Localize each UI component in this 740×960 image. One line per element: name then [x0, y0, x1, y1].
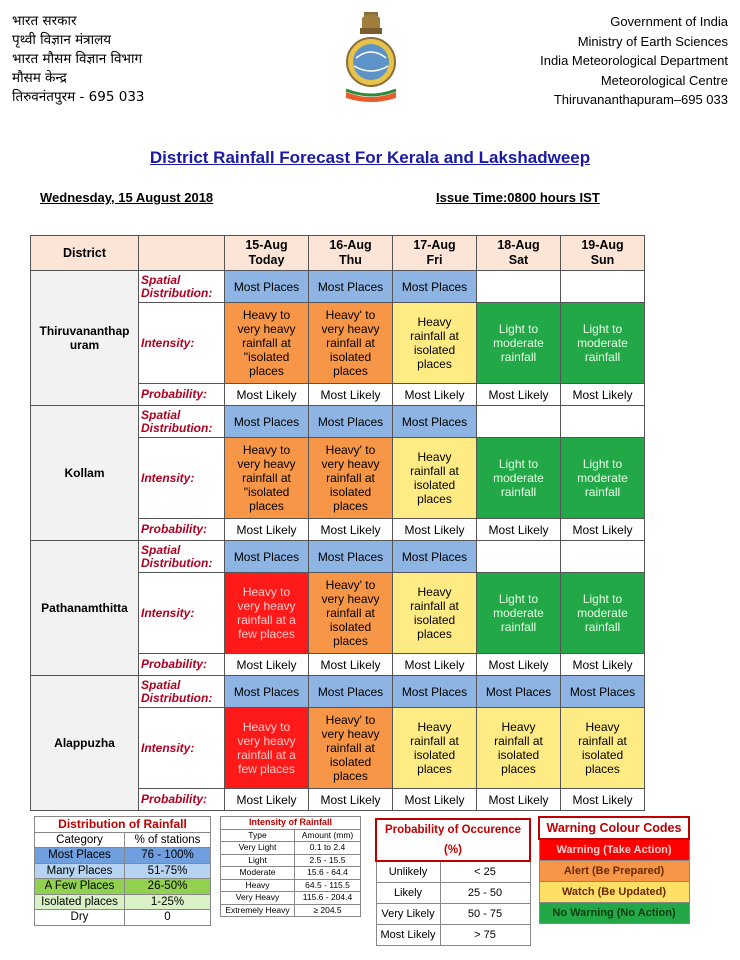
distribution-row — [35, 848, 211, 864]
distribution-col-header: Category — [35, 832, 125, 848]
warning-row — [539, 903, 689, 924]
spatial-cell: Most Places — [309, 541, 393, 573]
intensity-cell: Light to moderate rainfall — [477, 438, 561, 519]
distribution-col-header: % of stations — [125, 832, 211, 848]
distribution-category: Isolated places — [35, 894, 125, 910]
distribution-category: A Few Places — [35, 879, 125, 895]
intensity-legend — [220, 816, 361, 917]
spatial-cell — [561, 271, 645, 303]
district-header: District — [31, 236, 139, 271]
probability-cell: Most Likely — [309, 519, 393, 541]
intensity-cell: Heavy rainfall at isolated places — [561, 708, 645, 789]
intensity-col-header: Type — [221, 829, 295, 842]
issue-time: Issue Time:0800 hours IST — [436, 190, 600, 205]
probability-legend-row — [376, 883, 530, 904]
intensity-legend-title: Intensity of Rainfall — [221, 817, 361, 830]
warning-label: Alert (Be Prepared) — [539, 861, 689, 882]
probability-cell: Most Likely — [225, 654, 309, 676]
probability-cell: Most Likely — [225, 384, 309, 406]
header-hindi — [12, 12, 145, 107]
probability-cell: Most Likely — [393, 384, 477, 406]
forecast-table — [30, 235, 645, 811]
probability-cell: Most Likely — [477, 654, 561, 676]
intensity-cell: Heavy to very heavy rainfall at a few places — [225, 573, 309, 654]
warning-label: Warning (Take Action) — [539, 839, 689, 861]
day-name: Sat — [508, 253, 529, 267]
intensity-legend-row — [221, 904, 361, 917]
probability-cell: Most Likely — [309, 654, 393, 676]
warning-row — [539, 861, 689, 882]
intensity-amount: ≥ 204.5 — [295, 904, 361, 917]
day-name: Today — [248, 253, 285, 267]
spatial-cell: Most Places — [225, 271, 309, 303]
probability-cell: Most Likely — [477, 384, 561, 406]
probability-range: 50 - 75 — [440, 904, 530, 925]
intensity-amount: 0.1 to 2.4 — [295, 842, 361, 855]
probability-cell: Most Likely — [225, 789, 309, 811]
district-name: Thiruvananthap uram — [31, 271, 139, 406]
header-hindi-line: पृथ्वी विज्ञान मंत्रालय — [12, 32, 112, 48]
header-english — [540, 12, 728, 110]
probability-range: < 25 — [440, 861, 530, 883]
spatial-cell: Most Places — [225, 676, 309, 708]
probability-label: Probability: — [139, 789, 225, 811]
district-name: Alappuzha — [31, 676, 139, 811]
probability-label: Probability: — [139, 384, 225, 406]
probability-label: Probability: — [139, 519, 225, 541]
probability-cell: Most Likely — [309, 384, 393, 406]
warning-row — [539, 882, 689, 903]
warning-legend-title: Warning Colour Codes — [539, 817, 689, 839]
probability-legend-row — [376, 861, 530, 883]
intensity-legend-row — [221, 879, 361, 892]
district-name: Pathanamthitta — [31, 541, 139, 676]
forecast-date: Wednesday, 15 August 2018 — [40, 190, 214, 205]
day-date: 16-Aug — [329, 238, 372, 252]
warning-label: No Warning (No Action) — [539, 903, 689, 924]
intensity-type: Extremely Heavy — [221, 904, 295, 917]
probability-cell: Most Likely — [225, 519, 309, 541]
spatial-cell: Most Places — [225, 541, 309, 573]
probability-legend-title: Probability of Occurence (%) — [376, 819, 530, 861]
day-name: Sun — [590, 253, 615, 267]
spatial-row — [31, 541, 645, 573]
intensity-label: Intensity: — [139, 438, 225, 519]
intensity-cell: Heavy' to very heavy rainfall at isolated places — [309, 438, 393, 519]
probability-cell: Most Likely — [561, 654, 645, 676]
intensity-type: Very Heavy — [221, 892, 295, 905]
header-hindi-line: भारत सरकार — [12, 13, 77, 29]
distribution-pct: 1-25% — [125, 894, 211, 910]
probability-cell: Most Likely — [309, 789, 393, 811]
day-header — [225, 236, 309, 271]
header-hindi-line: मौसम केन्द्र — [12, 70, 67, 86]
distribution-row — [35, 910, 211, 926]
distribution-row — [35, 894, 211, 910]
spatial-cell: Most Places — [393, 676, 477, 708]
warning-label: Watch (Be Updated) — [539, 882, 689, 903]
spatial-label: Spatial Distribution: — [139, 406, 225, 438]
spatial-row — [31, 406, 645, 438]
intensity-cell: Heavy' to very heavy rainfall at isolated places — [309, 303, 393, 384]
probability-legend — [375, 818, 531, 946]
probability-term: Unlikely — [376, 861, 440, 883]
header-hindi-line: भारत मौसम विज्ञान विभाग — [12, 51, 143, 67]
spatial-cell: Most Places — [393, 541, 477, 573]
header-english-line: Thiruvananthapuram–695 033 — [553, 92, 728, 107]
header-english-line: Ministry of Earth Sciences — [577, 33, 728, 49]
intensity-cell: Heavy to very heavy rainfall at a few places — [225, 708, 309, 789]
probability-cell: Most Likely — [561, 519, 645, 541]
intensity-legend-row — [221, 892, 361, 905]
day-header — [393, 236, 477, 271]
intensity-amount: 15.6 - 64.4 — [295, 867, 361, 880]
intensity-cell: Heavy to very heavy rainfall at "isolated places — [225, 303, 309, 384]
intensity-cell: Heavy rainfall at isolated places — [477, 708, 561, 789]
intensity-cell: Light to moderate rainfall — [477, 573, 561, 654]
spatial-row — [31, 676, 645, 708]
intensity-cell: Heavy' to very heavy rainfall at isolated places — [309, 573, 393, 654]
probability-range: > 75 — [440, 925, 530, 946]
intensity-amount: 2.5 - 15.5 — [295, 854, 361, 867]
intensity-type: Heavy — [221, 879, 295, 892]
imd-emblem-icon — [340, 10, 402, 104]
probability-legend-row — [376, 925, 530, 946]
distribution-category: Many Places — [35, 863, 125, 879]
distribution-category: Most Places — [35, 848, 125, 864]
header-english-line: Meteorological Centre — [600, 72, 728, 88]
intensity-cell: Light to moderate rainfall — [561, 438, 645, 519]
intensity-amount: 115.6 - 204.4 — [295, 892, 361, 905]
probability-cell: Most Likely — [561, 789, 645, 811]
intensity-cell: Light to moderate rainfall — [561, 573, 645, 654]
intensity-type: Moderate — [221, 867, 295, 880]
spatial-cell: Most Places — [393, 406, 477, 438]
intensity-type: Light — [221, 854, 295, 867]
spatial-cell — [477, 406, 561, 438]
distribution-row — [35, 863, 211, 879]
spatial-cell: Most Places — [561, 676, 645, 708]
spatial-label: Spatial Distribution: — [139, 541, 225, 573]
distribution-pct: 26-50% — [125, 879, 211, 895]
intensity-label: Intensity: — [139, 573, 225, 654]
probability-term: Most Likely — [376, 925, 440, 946]
intensity-cell: Heavy rainfall at isolated places — [393, 303, 477, 384]
probability-cell: Most Likely — [393, 654, 477, 676]
day-name: Thu — [339, 253, 362, 267]
spatial-cell: Most Places — [309, 676, 393, 708]
day-date: 19-Aug — [581, 238, 624, 252]
intensity-legend-row — [221, 867, 361, 880]
distribution-pct: 0 — [125, 910, 211, 926]
day-header — [477, 236, 561, 271]
probability-legend-row — [376, 904, 530, 925]
day-header — [561, 236, 645, 271]
intensity-type: Very Light — [221, 842, 295, 855]
header-english-line: India Meteorological Department — [540, 53, 728, 68]
spatial-cell — [477, 271, 561, 303]
spatial-cell: Most Places — [477, 676, 561, 708]
label-header — [139, 236, 225, 271]
distribution-legend-title: Distribution of Rainfall — [35, 817, 211, 833]
spatial-cell — [561, 541, 645, 573]
header-english-line: Government of India — [610, 14, 728, 29]
probability-term: Likely — [376, 883, 440, 904]
intensity-cell: Light to moderate rainfall — [561, 303, 645, 384]
intensity-col-header: Amount (mm) — [295, 829, 361, 842]
district-name: Kollam — [31, 406, 139, 541]
warning-legend — [538, 816, 690, 924]
intensity-cell: Heavy rainfall at isolated places — [393, 708, 477, 789]
probability-cell: Most Likely — [477, 519, 561, 541]
distribution-category: Dry — [35, 910, 125, 926]
warning-row — [539, 839, 689, 861]
probability-cell: Most Likely — [393, 789, 477, 811]
spatial-cell: Most Places — [225, 406, 309, 438]
intensity-legend-row — [221, 854, 361, 867]
header-hindi-line: तिरुवनंतपुरम - 695 033 — [12, 89, 145, 105]
day-date: 17-Aug — [413, 238, 456, 252]
distribution-pct: 76 - 100% — [125, 848, 211, 864]
intensity-cell: Light to moderate rainfall — [477, 303, 561, 384]
day-header — [309, 236, 393, 271]
intensity-cell: Heavy rainfall at isolated places — [393, 438, 477, 519]
day-date: 15-Aug — [245, 238, 288, 252]
probability-cell: Most Likely — [561, 384, 645, 406]
page-title: District Rainfall Forecast For Kerala and Lakshadweep — [149, 148, 591, 167]
intensity-cell: Heavy to very heavy rainfall at "isolated places — [225, 438, 309, 519]
intensity-label: Intensity: — [139, 708, 225, 789]
spatial-row — [31, 271, 645, 303]
spatial-cell: Most Places — [309, 271, 393, 303]
spatial-cell — [561, 406, 645, 438]
probability-cell: Most Likely — [477, 789, 561, 811]
distribution-pct: 51-75% — [125, 863, 211, 879]
spatial-label: Spatial Distribution: — [139, 271, 225, 303]
spatial-cell — [477, 541, 561, 573]
probability-cell: Most Likely — [393, 519, 477, 541]
intensity-cell: Heavy rainfall at isolated places — [393, 573, 477, 654]
spatial-cell: Most Places — [393, 271, 477, 303]
intensity-legend-row — [221, 842, 361, 855]
day-date: 18-Aug — [497, 238, 540, 252]
probability-term: Very Likely — [376, 904, 440, 925]
intensity-amount: 64.5 - 115.5 — [295, 879, 361, 892]
distribution-row — [35, 879, 211, 895]
spatial-label: Spatial Distribution: — [139, 676, 225, 708]
probability-range: 25 - 50 — [440, 883, 530, 904]
distribution-legend — [34, 816, 211, 926]
probability-label: Probability: — [139, 654, 225, 676]
spatial-cell: Most Places — [309, 406, 393, 438]
table-header-row — [31, 236, 645, 271]
intensity-cell: Heavy' to very heavy rainfall at isolated places — [309, 708, 393, 789]
day-name: Fri — [426, 253, 443, 267]
intensity-label: Intensity: — [139, 303, 225, 384]
